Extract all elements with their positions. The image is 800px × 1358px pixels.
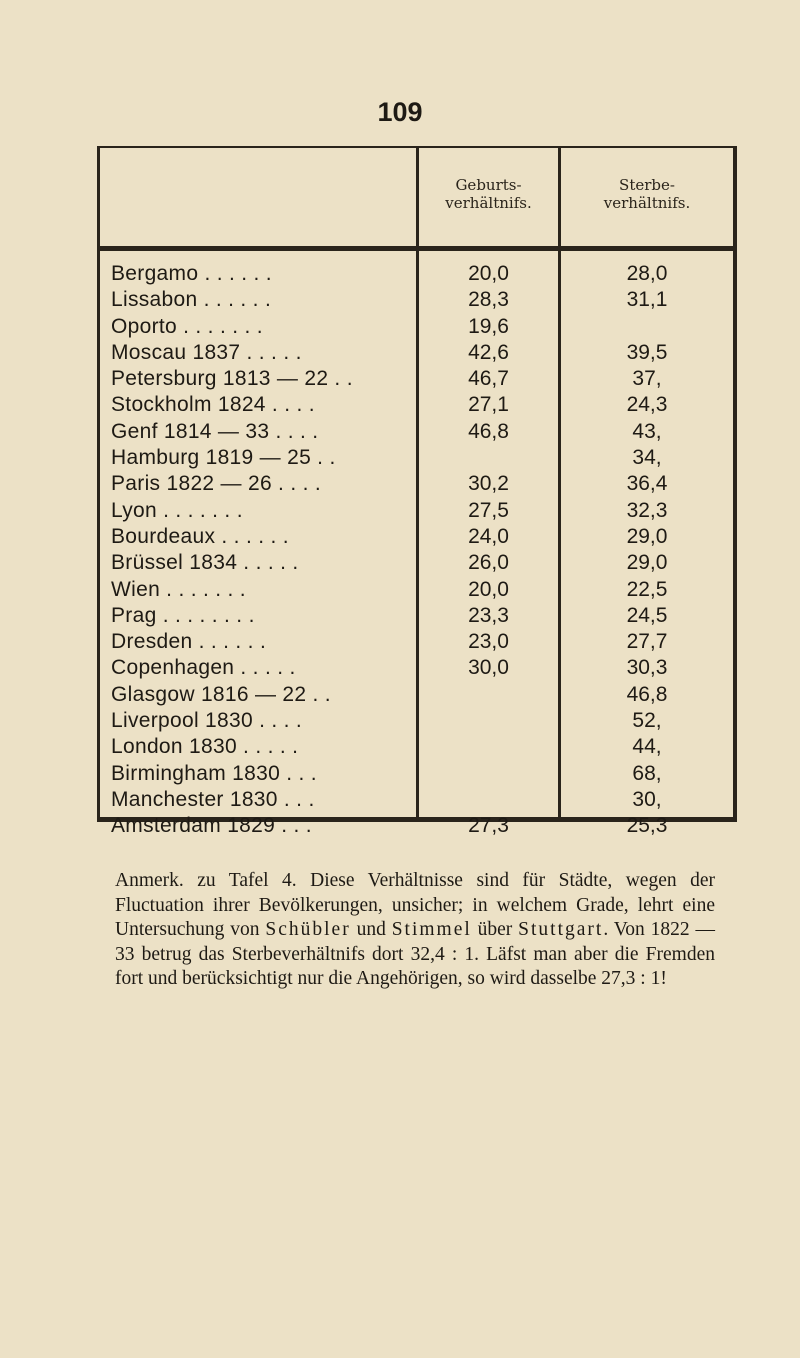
city-cell: Lissabon . . . . . . bbox=[111, 288, 272, 312]
birth-ratio-cell: 24,0 bbox=[468, 524, 509, 548]
deaths-header-line2: verhältnifs. bbox=[603, 194, 691, 212]
birth-ratio-cell: 23,0 bbox=[468, 630, 509, 654]
deaths-column-header bbox=[561, 176, 733, 212]
births-header-line2: verhältnifs. bbox=[445, 194, 532, 212]
city-cell: Brüssel 1834 . . . . . bbox=[111, 551, 299, 575]
city-cell: Prag . . . . . . . . bbox=[111, 603, 255, 627]
author-stimmel: Stimmel bbox=[391, 919, 472, 940]
death-ratio-cell: 31,1 bbox=[626, 288, 668, 312]
author-schuebler: Schübler bbox=[265, 919, 351, 940]
city-cell: Dresden . . . . . . bbox=[111, 630, 267, 654]
births-header-line1: Geburts- bbox=[455, 176, 522, 194]
city-cell: Birmingham 1830 . . . bbox=[111, 761, 317, 785]
birth-ratio-cell: 20,0 bbox=[468, 577, 509, 601]
city-cell: Petersburg 1813 — 22 . . bbox=[111, 367, 353, 391]
table-row bbox=[97, 392, 737, 418]
table-row bbox=[97, 761, 737, 787]
city-cell: Liverpool 1830 . . . . bbox=[111, 709, 303, 733]
table-row bbox=[97, 734, 737, 760]
table-row bbox=[97, 471, 737, 497]
footnote bbox=[115, 869, 715, 992]
death-ratio-cell: 32,3 bbox=[626, 498, 668, 522]
page-number: 109 bbox=[377, 97, 423, 127]
death-ratio-cell: 46,8 bbox=[626, 682, 668, 706]
city-cell: Bergamo . . . . . . bbox=[111, 262, 272, 285]
city-cell: Copenhagen . . . . . bbox=[111, 656, 296, 680]
table-row bbox=[97, 603, 737, 629]
table-row bbox=[97, 682, 737, 708]
city-cell: Manchester 1830 . . . bbox=[111, 787, 315, 811]
table-row bbox=[97, 445, 737, 471]
death-ratio-cell: 25,3 bbox=[626, 814, 668, 838]
birth-ratio-cell: 19,6 bbox=[468, 314, 509, 338]
birth-ratio-cell: 27,5 bbox=[468, 498, 509, 522]
death-ratio-cell: 43, bbox=[632, 419, 662, 443]
death-ratio-cell: 29,0 bbox=[626, 524, 668, 548]
death-ratio-cell: 28,0 bbox=[626, 262, 668, 285]
death-ratio-cell: 27,7 bbox=[626, 630, 668, 654]
table-row bbox=[97, 813, 737, 839]
city-cell: Stockholm 1824 . . . . bbox=[111, 393, 315, 417]
table-row bbox=[97, 314, 737, 340]
births-column-header bbox=[419, 176, 558, 212]
footnote-paragraph bbox=[115, 869, 715, 992]
footnote-text-4: . Von 1822 — 33 betrug das Sterbeverhältnifs dort 32,4 : 1. Läfst man aber die Fremden fort und berücksichtigt nur die Angehörigen, so wird dasselbe 27,3 : 1! bbox=[115, 919, 716, 989]
table-row bbox=[97, 340, 737, 366]
city-cell: Moscau 1837 . . . . . bbox=[111, 340, 302, 364]
table-row bbox=[97, 550, 737, 576]
city-cell: Glasgow 1816 — 22 . . bbox=[111, 682, 331, 706]
city-cell: Bourdeaux . . . . . . bbox=[111, 524, 289, 548]
death-ratio-cell: 30, bbox=[632, 787, 662, 811]
table-row bbox=[97, 708, 737, 734]
death-ratio-cell: 39,5 bbox=[626, 340, 668, 364]
birth-ratio-cell: 27,3 bbox=[468, 814, 509, 838]
birth-ratio-cell: 46,8 bbox=[468, 419, 509, 443]
city-cell: Hamburg 1819 — 25 . . bbox=[111, 446, 336, 470]
city-cell: Lyon . . . . . . . bbox=[111, 498, 243, 522]
death-ratio-cell: 37, bbox=[632, 367, 662, 391]
deaths-header-line1: Sterbe- bbox=[619, 176, 675, 194]
birth-ratio-cell: 46,7 bbox=[468, 367, 509, 391]
footnote-text-2: und bbox=[350, 919, 392, 940]
death-ratio-cell: 52, bbox=[632, 709, 662, 733]
city-cell: Amsterdam 1829 . . . bbox=[111, 814, 312, 838]
death-ratio-cell: 24,5 bbox=[626, 603, 668, 627]
birth-ratio-cell: 30,0 bbox=[468, 656, 509, 680]
birth-ratio-cell: 20,0 bbox=[468, 262, 509, 285]
table-row bbox=[97, 787, 737, 813]
table-row bbox=[97, 524, 737, 550]
table-row bbox=[97, 655, 737, 681]
table-row bbox=[97, 366, 737, 392]
death-ratio-cell: 36,4 bbox=[626, 472, 668, 496]
birth-ratio-cell: 30,2 bbox=[468, 472, 509, 496]
birth-ratio-cell: 26,0 bbox=[468, 551, 509, 575]
city-stuttgart: Stuttgart bbox=[518, 919, 604, 940]
footnote-text-3: über bbox=[471, 919, 519, 940]
table-row bbox=[97, 629, 737, 655]
table-row bbox=[97, 577, 737, 603]
city-cell: Wien . . . . . . . bbox=[111, 577, 246, 601]
birth-ratio-cell: 27,1 bbox=[468, 393, 509, 417]
table-row bbox=[97, 261, 737, 287]
table-body bbox=[97, 261, 737, 840]
death-ratio-cell: 34, bbox=[632, 446, 662, 470]
statistics-table bbox=[97, 146, 737, 838]
death-ratio-cell: 24,3 bbox=[626, 393, 668, 417]
death-ratio-cell: 44, bbox=[632, 735, 662, 759]
table-row bbox=[97, 419, 737, 445]
city-cell: Paris 1822 — 26 . . . . bbox=[111, 472, 321, 496]
footnote-text-1: Anmerk. zu Tafel 4. Diese Verhältnisse sind für Städte, wegen der Fluctuation ihrer Bevölkerungen, unsicher; in welchem Grade, lehrt eine Untersuchung von bbox=[115, 870, 715, 940]
city-cell: Oporto . . . . . . . bbox=[111, 314, 263, 338]
death-ratio-cell: 30,3 bbox=[626, 656, 668, 680]
table-row bbox=[97, 498, 737, 524]
birth-ratio-cell: 23,3 bbox=[468, 603, 509, 627]
birth-ratio-cell: 42,6 bbox=[468, 340, 509, 364]
city-cell: Genf 1814 — 33 . . . . bbox=[111, 419, 319, 443]
death-ratio-cell: 29,0 bbox=[626, 551, 668, 575]
table-row bbox=[97, 287, 737, 313]
death-ratio-cell: 22,5 bbox=[626, 577, 668, 601]
death-ratio-cell: 68, bbox=[632, 761, 662, 785]
city-cell: London 1830 . . . . . bbox=[111, 735, 299, 759]
birth-ratio-cell: 28,3 bbox=[468, 288, 509, 312]
